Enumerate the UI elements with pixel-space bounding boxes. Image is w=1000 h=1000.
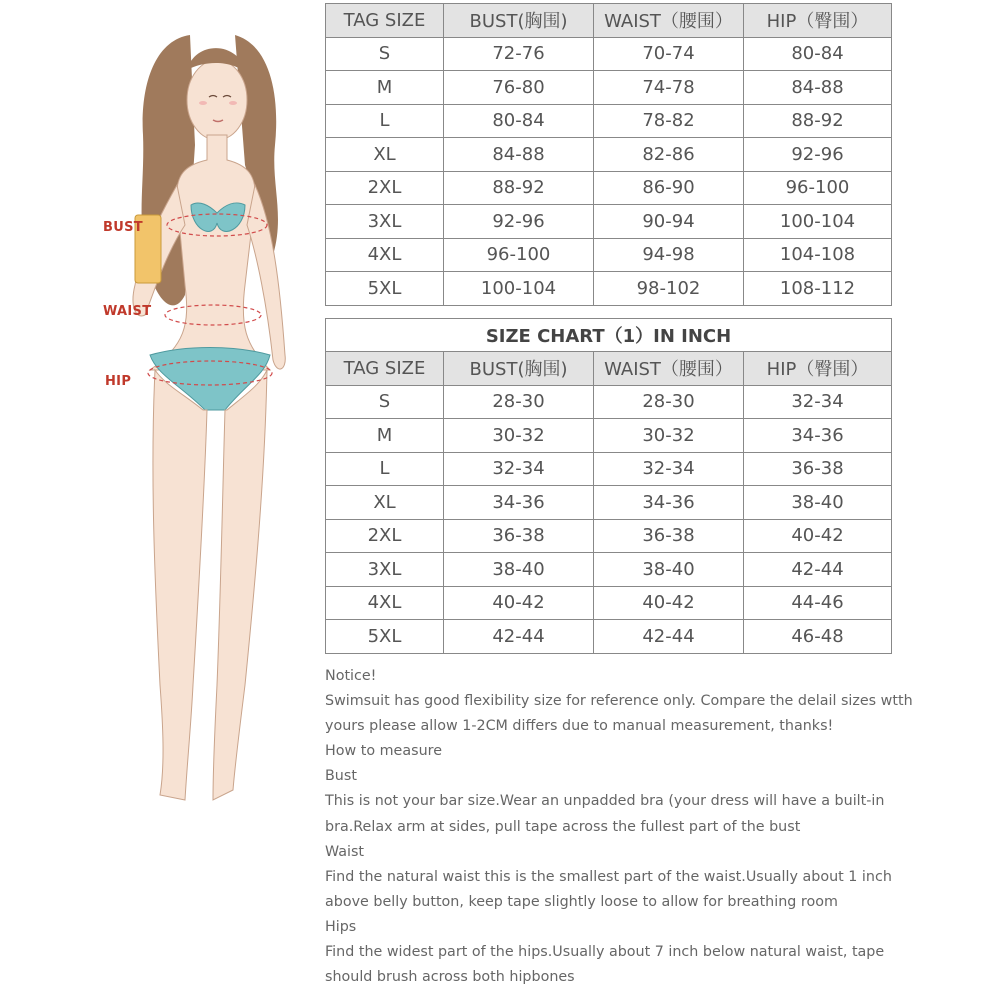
cell-hip: 96-100 [744, 171, 892, 205]
note-line: yours please allow 1-2CM differs due to manual measurement, thanks! [325, 718, 834, 735]
cell-hip: 84-88 [744, 71, 892, 105]
table-row [326, 452, 892, 486]
table-row [326, 138, 892, 172]
note-line: Waist [325, 843, 365, 860]
leg-left [153, 370, 207, 800]
cell-tag-size: XL [326, 486, 444, 520]
cell-bust: 72-76 [444, 37, 594, 71]
leg-right [213, 370, 267, 800]
cell-hip: 88-92 [744, 104, 892, 138]
table-row [326, 519, 892, 553]
cell-waist: 32-34 [594, 452, 744, 486]
cell-tag-size: M [326, 71, 444, 105]
cell-waist: 98-102 [594, 272, 744, 306]
cell-tag-size: 5XL [326, 620, 444, 654]
cell-tag-size: 5XL [326, 272, 444, 306]
cell-waist: 30-32 [594, 419, 744, 453]
table-row [326, 486, 892, 520]
cell-hip: 80-84 [744, 37, 892, 71]
table-row [326, 553, 892, 587]
cell-waist: 38-40 [594, 553, 744, 587]
cell-tag-size: 4XL [326, 238, 444, 272]
cell-hip: 36-38 [744, 452, 892, 486]
cell-hip: 44-46 [744, 586, 892, 620]
note-line: This is not your bar size.Wear an unpadded bra (your dress will have a built-in [325, 793, 885, 810]
cell-tag-size: M [326, 419, 444, 453]
cell-tag-size: XL [326, 138, 444, 172]
cell-waist: 94-98 [594, 238, 744, 272]
table-row [326, 71, 892, 105]
table-body [326, 385, 892, 653]
table-row [326, 385, 892, 419]
cell-hip: 34-36 [744, 419, 892, 453]
cell-waist: 86-90 [594, 171, 744, 205]
table-body [326, 37, 892, 305]
cell-hip: 108-112 [744, 272, 892, 306]
note-line: Hips [325, 918, 357, 935]
table-row [326, 104, 892, 138]
note-line: Find the widest part of the hips.Usually about 7 inch below natural waist, tape [325, 944, 885, 961]
bust-label: BUST [103, 220, 143, 235]
table-row [326, 272, 892, 306]
cell-waist: 42-44 [594, 620, 744, 654]
table-row [326, 205, 892, 239]
table-row [326, 238, 892, 272]
cell-hip: 32-34 [744, 385, 892, 419]
cell-tag-size: L [326, 104, 444, 138]
cell-bust: 76-80 [444, 71, 594, 105]
cell-bust: 36-38 [444, 519, 594, 553]
cell-tag-size: L [326, 452, 444, 486]
hip-label: HIP [105, 374, 132, 389]
note-line: should brush across both hipbones [325, 969, 575, 986]
cell-waist: 90-94 [594, 205, 744, 239]
header-hip: HIP（臀围） [744, 4, 892, 38]
cell-bust: 96-100 [444, 238, 594, 272]
note-line: Find the natural waist this is the smallest part of the waist.Usually about 1 inch [325, 868, 892, 885]
note-line: bra.Relax arm at sides, pull tape across the fullest part of the bust [325, 818, 801, 835]
model-illustration [95, 25, 325, 825]
measurement-notes [325, 664, 925, 990]
cell-hip: 40-42 [744, 519, 892, 553]
model-figure-svg [95, 25, 325, 825]
cell-tag-size: 4XL [326, 586, 444, 620]
cell-bust: 38-40 [444, 553, 594, 587]
cell-hip: 104-108 [744, 238, 892, 272]
cell-hip: 92-96 [744, 138, 892, 172]
note-line: Notice! [325, 668, 377, 684]
face [187, 60, 247, 140]
cell-hip: 42-44 [744, 553, 892, 587]
table-header-row [326, 352, 892, 386]
cell-tag-size: 2XL [326, 171, 444, 205]
cell-waist: 70-74 [594, 37, 744, 71]
note-line: Bust [325, 768, 357, 785]
note-line: Swimsuit has good flexibility size for reference only. Compare the delail sizes wtth [325, 693, 913, 710]
waist-label: WAIST [103, 304, 152, 319]
cell-waist: 82-86 [594, 138, 744, 172]
size-chart-inch-title: SIZE CHART（1）IN INCH [326, 319, 892, 352]
note-line: How to measure [325, 743, 442, 760]
header-waist: WAIST（腰围） [594, 352, 744, 386]
cell-bust: 84-88 [444, 138, 594, 172]
cell-bust: 92-96 [444, 205, 594, 239]
cell-bust: 40-42 [444, 586, 594, 620]
size-table-inch [325, 318, 892, 654]
cell-tag-size: S [326, 37, 444, 71]
cell-bust: 88-92 [444, 171, 594, 205]
cell-bust: 30-32 [444, 419, 594, 453]
table-row [326, 586, 892, 620]
cell-tag-size: 3XL [326, 553, 444, 587]
table-caption-row [326, 319, 892, 352]
header-hip: HIP（臀围） [744, 352, 892, 386]
cell-bust: 32-34 [444, 452, 594, 486]
table-row [326, 171, 892, 205]
cell-bust: 42-44 [444, 620, 594, 654]
cell-waist: 78-82 [594, 104, 744, 138]
cell-waist: 74-78 [594, 71, 744, 105]
cell-waist: 36-38 [594, 519, 744, 553]
cell-bust: 80-84 [444, 104, 594, 138]
header-tag-size: TAG SIZE [326, 4, 444, 38]
header-bust: BUST(胸围) [444, 4, 594, 38]
table-row [326, 37, 892, 71]
cell-waist: 34-36 [594, 486, 744, 520]
table-row [326, 419, 892, 453]
cell-hip: 38-40 [744, 486, 892, 520]
cell-hip: 46-48 [744, 620, 892, 654]
cell-hip: 100-104 [744, 205, 892, 239]
header-waist: WAIST（腰围） [594, 4, 744, 38]
note-line: above belly button, keep tape slightly loose to allow for breathing room [325, 893, 838, 910]
cell-tag-size: 3XL [326, 205, 444, 239]
table-header-row [326, 4, 892, 38]
cell-waist: 40-42 [594, 586, 744, 620]
cell-bust: 100-104 [444, 272, 594, 306]
cell-tag-size: 2XL [326, 519, 444, 553]
cell-bust: 34-36 [444, 486, 594, 520]
header-bust: BUST(胸围) [444, 352, 594, 386]
cell-tag-size: S [326, 385, 444, 419]
size-table-cm [325, 3, 892, 306]
header-tag-size: TAG SIZE [326, 352, 444, 386]
cell-bust: 28-30 [444, 385, 594, 419]
cell-waist: 28-30 [594, 385, 744, 419]
table-row [326, 620, 892, 654]
